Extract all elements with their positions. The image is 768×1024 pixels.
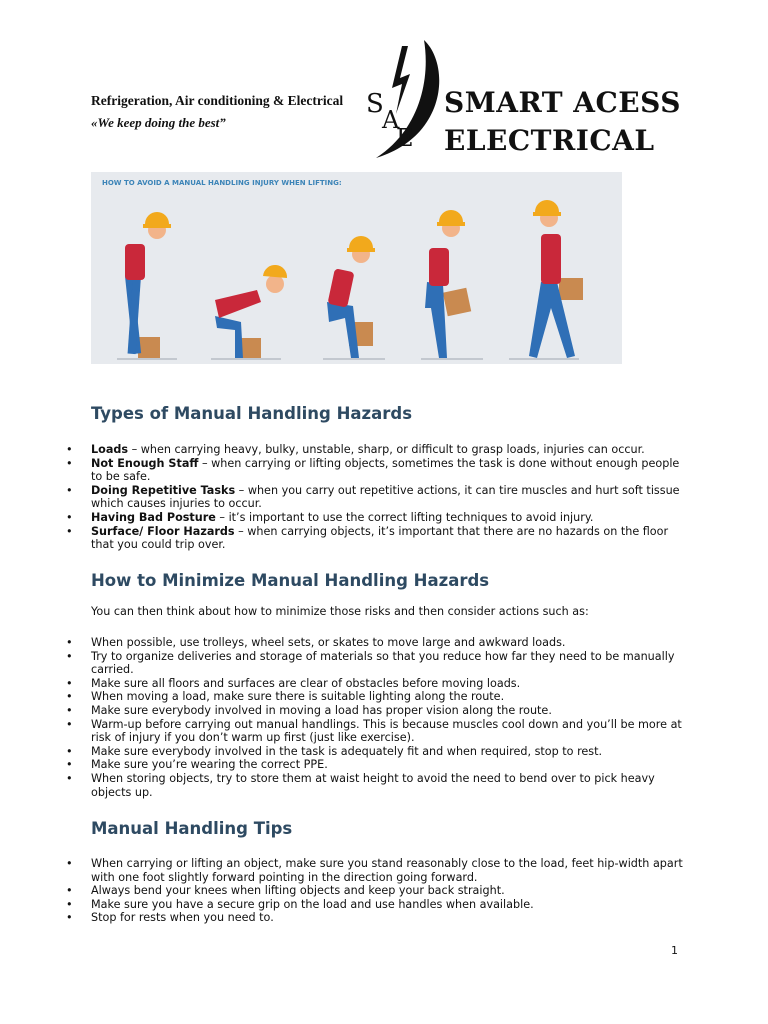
logo-text-line1: SMART ACESS [444,86,681,119]
company-slogan: «We keep doing the best” [91,115,226,130]
page-number: 1 [671,944,678,957]
lifting-figures-icon [91,172,622,364]
list-item: • Stop for rests when you need to. [66,911,688,925]
list-item [66,511,688,525]
figure-rising [425,210,471,358]
minimize-actions-list [66,636,688,799]
logo-letter-e: E [396,124,414,152]
item-text: – it’s important to use the correct lifting techniques to avoid injury. [215,510,594,524]
list-item: • Always bend your knees when lifting objects and keep your back straight. [66,884,688,898]
illustration-title: HOW TO AVOID A MANUAL HANDLING INJURY WHEN LIFTING: [102,179,342,187]
logo-letter-a: A [382,106,400,134]
list-item: • Make sure everybody involved in the task is adequately fit and when required, stop to rest. [66,745,688,759]
list-item [66,443,688,457]
lifting-illustration [91,172,622,364]
list-item: • Try to organize deliveries and storage of materials so that you reduce how far they need to be manually carried. [66,650,688,677]
section-heading-types: Types of Manual Handling Hazards [91,404,413,423]
company-logo [362,36,682,161]
list-item: • When carrying or lifting an object, make sure you stand reasonably close to the load, feet hip-width apart with one foot slightly forward pointing in the direction going forward. [66,857,688,884]
section-intro: You can then think about how to minimize those risks and then consider actions such as: [91,605,589,618]
hazard-types-list [66,443,688,552]
list-item [66,484,688,511]
list-item [66,457,688,484]
list-item: • When possible, use trolleys, wheel sets, or skates to move large and awkward loads. [66,636,688,650]
item-text: – when you carry out repetitive actions, it can tire muscles and hurt soft tissue which causes injuries to occur. [91,483,680,511]
company-tagline: Refrigeration, Air conditioning & Electrical [91,93,344,108]
list-item: • When moving a load, make sure there is suitable lighting along the route. [66,690,688,704]
item-term: Doing Repetitive Tasks [91,483,236,497]
tips-list [66,857,688,925]
section-heading-minimize: How to Minimize Manual Handling Hazards [91,571,490,590]
logo-text-line2: ELECTRICAL [444,124,655,157]
item-text: – when carrying objects, it’s important that there are no hazards on the floor that you could trip over. [91,524,669,552]
figure-standing [125,212,171,358]
item-term: Having Bad Posture [91,510,216,524]
list-item: • Make sure everybody involved in moving a load has proper vision along the route. [66,704,688,718]
list-item: • Make sure you have a secure grip on the load and use handles when available. [66,898,688,912]
logo-wordmark [444,84,681,160]
item-text: – when carrying or lifting objects, sometimes the task is done without enough people to be safe. [91,456,680,484]
item-text: – when carrying heavy, bulky, unstable, sharp, or difficult to grasp loads, injuries can occur. [128,443,645,456]
figure-squatting [327,236,375,358]
list-item: • When storing objects, try to store them at waist height to avoid the need to bend over to pick heavy objects up. [66,772,688,799]
item-term: Not Enough Staff [91,456,199,470]
list-item: • Warm-up before carrying out manual handlings. This is because muscles cool down and you’ll be more at risk of injury if you don’t warm up first (just like exercise). [66,718,688,745]
list-item [66,525,688,552]
section-heading-tips: Manual Handling Tips [91,819,293,838]
logo-mark-icon [362,36,444,161]
figure-walking [529,200,583,358]
item-term: Surface/ Floor Hazards [91,524,235,538]
figure-bending [215,265,287,358]
list-item: • Make sure all floors and surfaces are clear of obstacles before moving loads. [66,677,688,691]
item-term: Loads [91,443,129,456]
list-item: • Make sure you’re wearing the correct PPE. [66,758,688,772]
logo-letter-s: S [366,89,384,119]
